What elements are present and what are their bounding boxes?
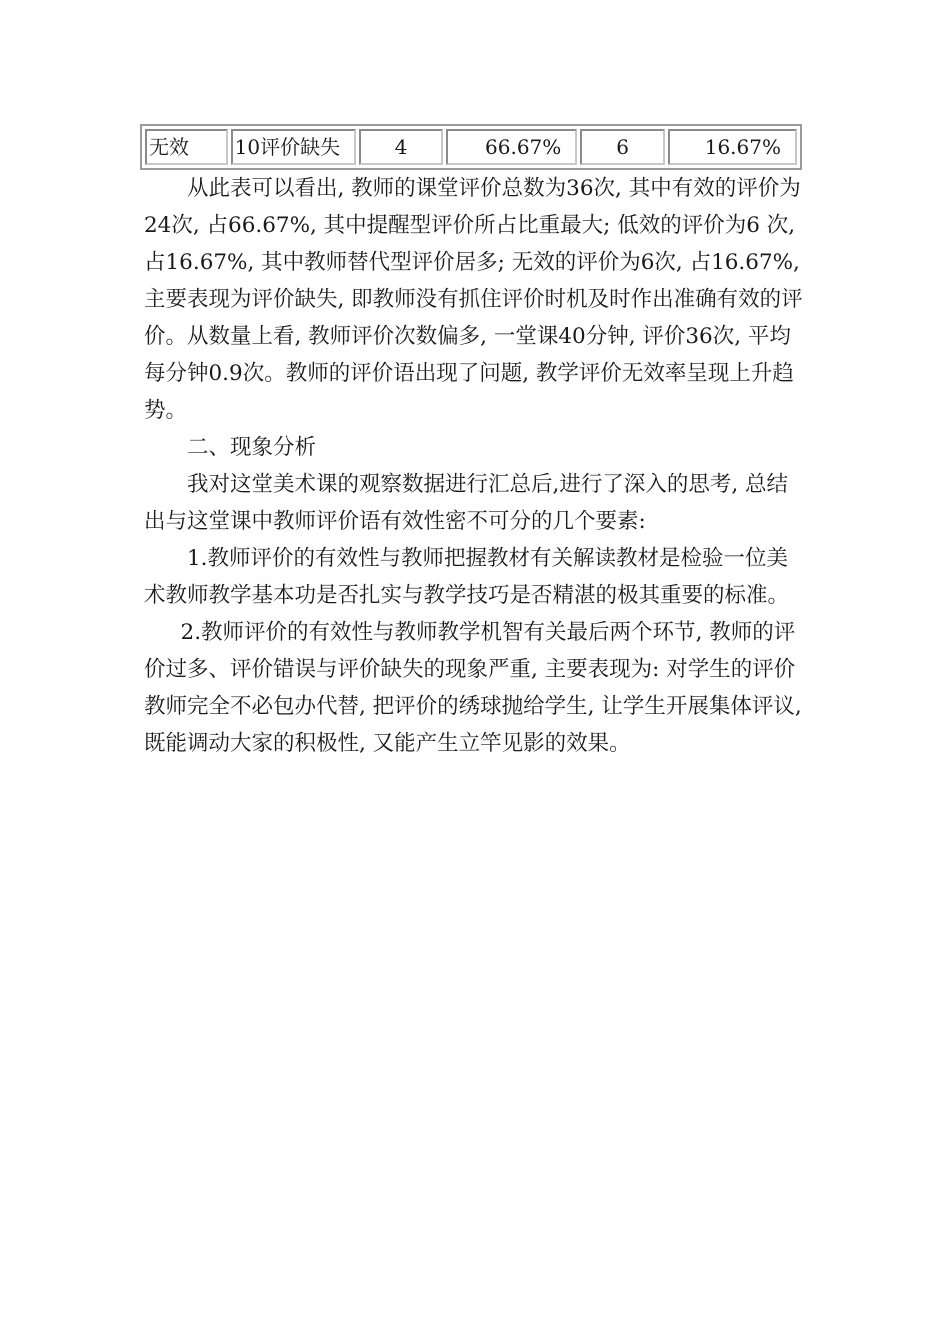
document-body <box>144 170 809 762</box>
table-cell-count-2: 6 <box>580 129 665 165</box>
paragraph-point-1: 1.教师评价的有效性与教师把握教材有关解读教材是检验一位美术教师教学基本功是否扎实与教学技巧是否精湛的极其重要的标准。 <box>144 546 790 608</box>
table-row <box>145 129 797 165</box>
paragraph-intro: 我对这堂美术课的观察数据进行汇总后,进行了深入的思考, 总结出与这堂课中教师评价语有效性密不可分的几个要素: <box>144 472 789 534</box>
table-cell-type: 10评价缺失 <box>231 129 356 165</box>
table-cell-category: 无效 <box>145 129 228 165</box>
evaluation-table-fragment <box>140 124 802 170</box>
evaluation-table <box>140 124 802 170</box>
paragraph-summary: 从此表可以看出, 教师的课堂评价总数为36次, 其中有效的评价为24次, 占66.67%, 其中提醒型评价所占比重最大; 低效的评价为6 次, 占16.67%, 其中教师替代型评价居多; 无效的评价为6次, 占16.67%, 主要表现为评价缺失, 即教师没有抓住评价时机及时作出准确有效的评价。从数量上看, 教师评价次数偏多, 一堂课40分钟, 评价36次, 平均每分钟0.9次。教师的评价语出现了问题, 教学评价无效率呈现上升趋势。 <box>144 176 803 423</box>
table-cell-count: 4 <box>359 129 444 165</box>
paragraph-point-2: 2.教师评价的有效性与教师教学机智有关最后两个环节, 教师的评价过多、评价错误与评价缺失的现象严重, 主要表现为: 对学生的评价教师完全不必包办代替, 把评价的绣球抛给学生, 让学生开展集体评议, 既能调动大家的积极性, 又能产生立竿见影的效果。 <box>144 620 802 756</box>
table-cell-percent: 66.67% <box>446 129 577 165</box>
table-cell-percent-2: 16.67% <box>668 129 797 165</box>
section-heading: 二、现象分析 <box>187 435 317 460</box>
